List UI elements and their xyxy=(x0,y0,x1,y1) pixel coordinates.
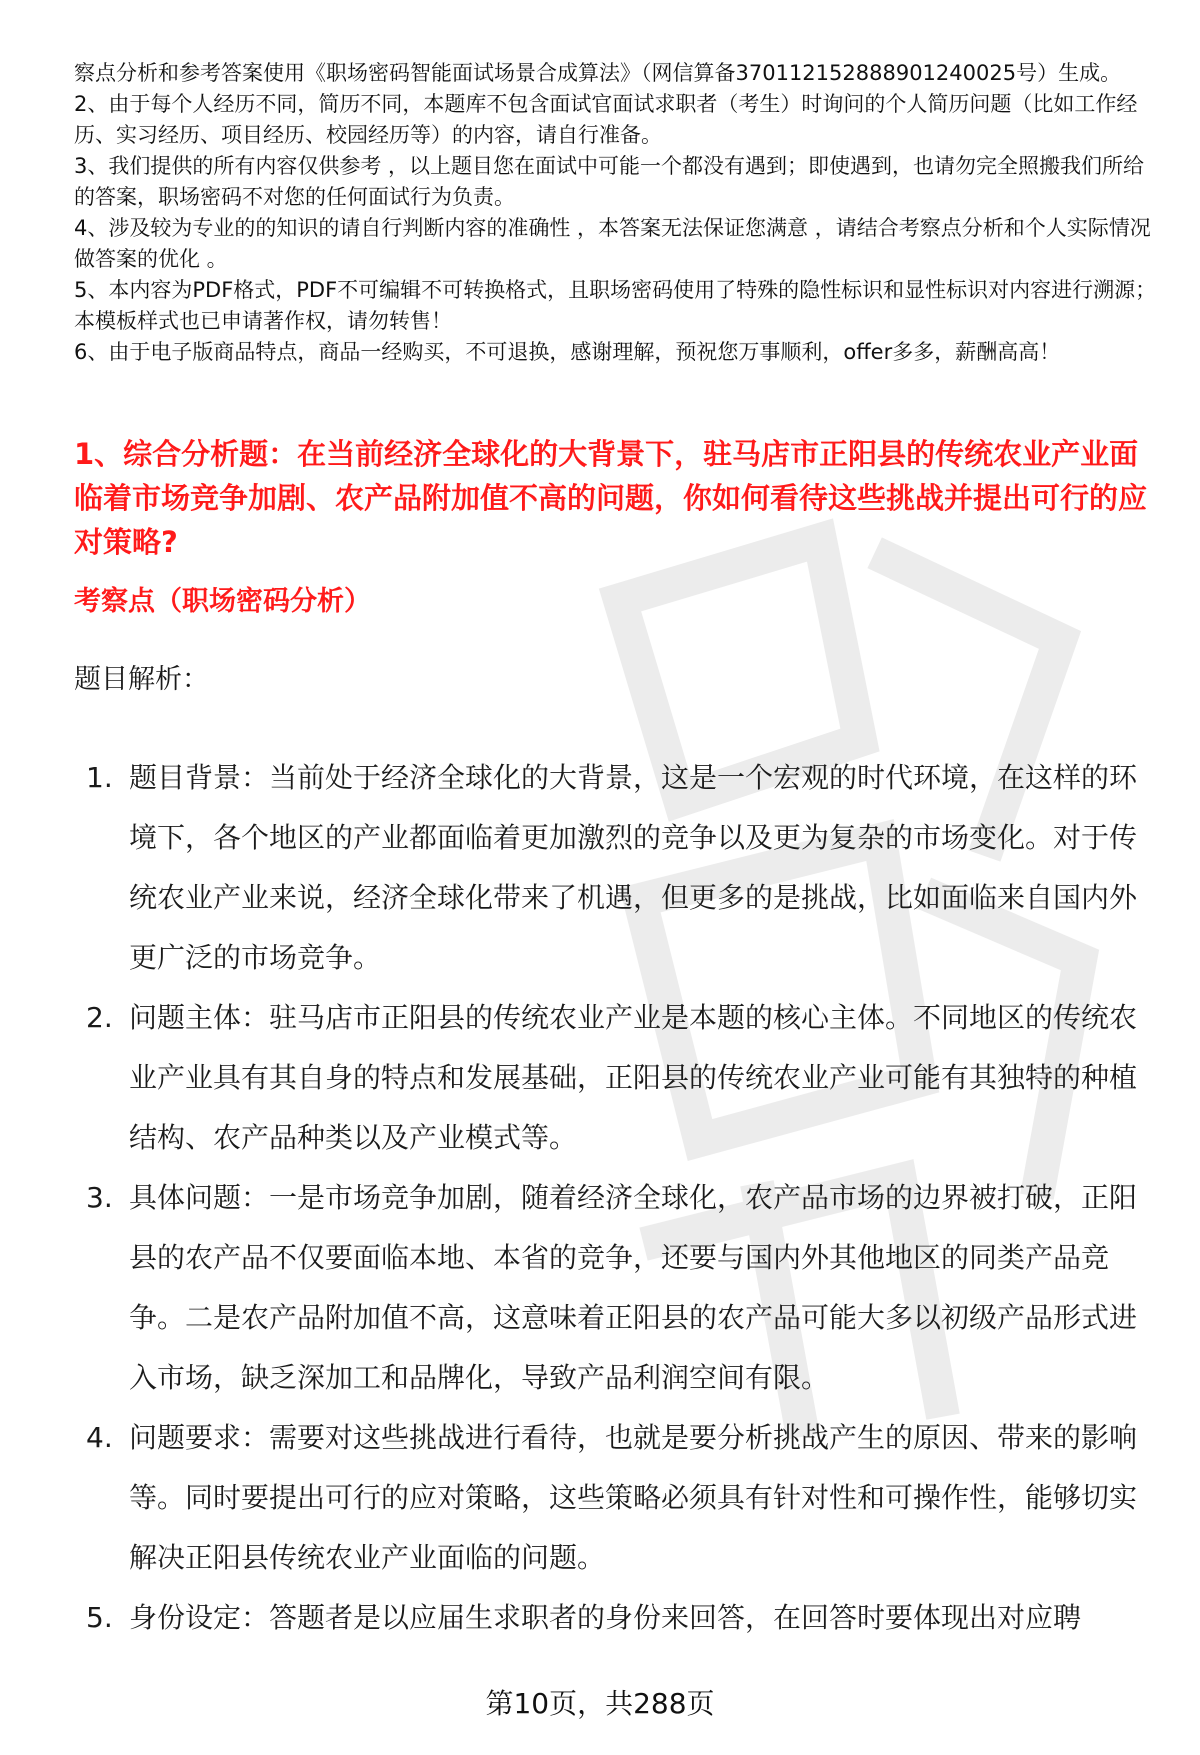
list-item xyxy=(74,1168,1154,1408)
section-heading: 考察点（职场密码分析） xyxy=(74,586,371,617)
list-item-text: 问题要求：需要对这些挑战进行看待，也就是要分析挑战产生的原因、带来的影响等。同时要提出可行的应对策略，这些策略必须具有针对性和可操作性，能够切实解决正阳县传统农业产业面临的问题。 xyxy=(129,1421,1138,1574)
disclaimer-line: 6、由于电子版商品特点，商品一经购买，不可退换，感谢理解，预祝您万事顺利，offer多多，薪酬高高！ xyxy=(74,340,1061,364)
analysis-list xyxy=(74,748,1154,1648)
list-item xyxy=(74,1408,1154,1588)
disclaimer-line: 2、由于每个人经历不同，简历不同，本题库不包含面试官面试求职者（考生）时询问的个人简历问题（比如工作经历、实习经历、项目经历、校园经历等）的内容，请自行准备。 xyxy=(74,92,1138,147)
disclaimer-line: 5、本内容为PDF格式，PDF不可编辑不可转换格式，且职场密码使用了特殊的隐性标识和显性标识对内容进行溯源；本模板样式也已申请著作权，请勿转售！ xyxy=(74,278,1157,333)
question-title: 1、综合分析题：在当前经济全球化的大背景下，驻马店市正阳县的传统农业产业面临着市场竞争加剧、农产品附加值不高的问题，你如何看待这些挑战并提出可行的应对策略? xyxy=(74,437,1148,559)
list-item-text: 题目背景：当前处于经济全球化的大背景，这是一个宏观的时代环境，在这样的环境下，各个地区的产业都面临着更加激烈的竞争以及更为复杂的市场变化。对于传统农业产业来说，经济全球化带来了机遇，但更多的是挑战，比如面临来自国内外更广泛的市场竞争。 xyxy=(129,761,1138,974)
list-item-text: 问题主体：驻马店市正阳县的传统农业产业是本题的核心主体。不同地区的传统农业产业具有其自身的特点和发展基础，正阳县的传统农业产业可能有其独特的种植结构、农产品种类以及产业模式等。 xyxy=(129,1001,1138,1154)
list-item xyxy=(74,748,1154,988)
list-item-number: 1. xyxy=(86,761,113,794)
list-item-number: 4. xyxy=(86,1421,113,1454)
list-item-number: 3. xyxy=(86,1181,113,1214)
disclaimer-block xyxy=(74,58,1164,368)
list-item xyxy=(74,1588,1154,1648)
disclaimer-line: 3、我们提供的所有内容仅供参考 ，以上题目您在面试中可能一个都没有遇到；即使遇到，也请勿完全照搬我们所给的答案，职场密码不对您的任何面试行为负责。 xyxy=(74,154,1145,209)
list-item xyxy=(74,988,1154,1168)
list-item-text: 身份设定：答题者是以应届生求职者的身份来回答，在回答时要体现出对应聘 xyxy=(129,1601,1082,1634)
list-item-number: 2. xyxy=(86,1001,113,1034)
analysis-subheading: 题目解析： xyxy=(74,664,209,695)
list-item-text: 具体问题：一是市场竞争加剧，随着经济全球化，农产品市场的边界被打破，正阳县的农产品不仅要面临本地、本省的竞争，还要与国内外其他地区的同类产品竞争。二是农产品附加值不高，这意味着正阳县的农产品可能大多以初级产品形式进入市场，缺乏深加工和品牌化，导致产品利润空间有限。 xyxy=(129,1181,1138,1394)
list-item-number: 5. xyxy=(86,1601,113,1634)
disclaimer-line: 察点分析和参考答案使用《职场密码智能面试场景合成算法》（网信算备370112152888901240025号）生成。 xyxy=(74,61,1122,85)
page-footer: 第10页，共288页 xyxy=(485,1687,715,1720)
disclaimer-line: 4、涉及较为专业的的知识的请自行判断内容的准确性 ，本答案无法保证您满意 ，请结合考察点分析和个人实际情况做答案的优化 。 xyxy=(74,216,1151,271)
